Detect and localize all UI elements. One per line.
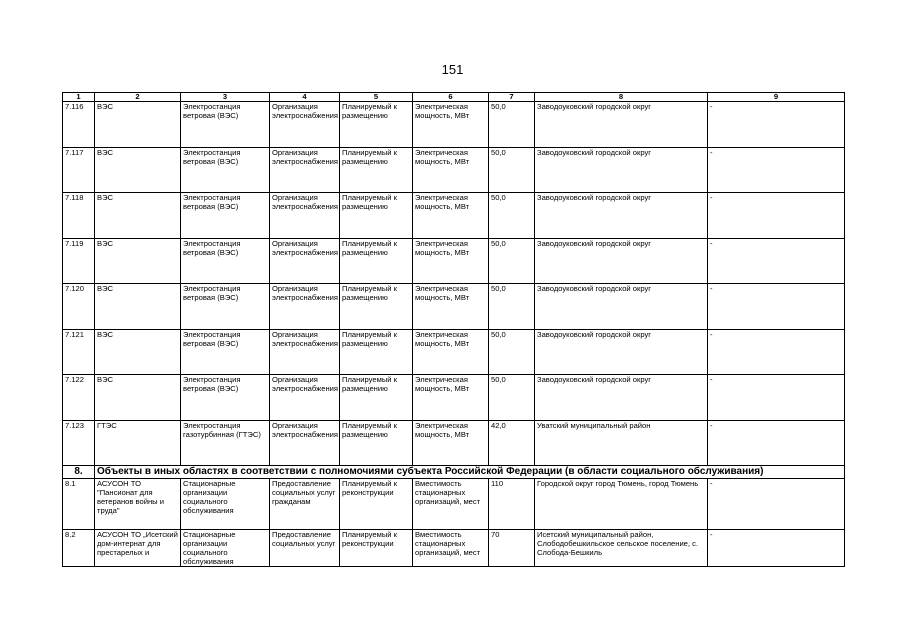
object-abbr: ВЭС [95, 102, 181, 148]
object-zone: - [708, 479, 845, 530]
object-purpose: Организация электроснабжения [270, 102, 340, 148]
object-abbr: АСУСОН ТО "Пансионат для ветеранов войны и труда" [95, 479, 181, 530]
object-purpose: Организация электроснабжения [270, 238, 340, 284]
header-cell: 4 [270, 93, 340, 102]
object-characteristic: Электрическая мощность, МВт [413, 147, 489, 193]
object-value: 50,0 [489, 147, 535, 193]
row-number: 7.119 [63, 238, 95, 284]
object-value: 50,0 [489, 284, 535, 330]
object-characteristic: Электрическая мощность, МВт [413, 284, 489, 330]
object-value: 50,0 [489, 238, 535, 284]
object-location: Заводоуковский городской округ [535, 102, 708, 148]
header-cell: 2 [95, 93, 181, 102]
row-number: 8.2 [63, 530, 95, 567]
object-name: Электростанция ветровая (ВЭС) [181, 329, 270, 375]
object-zone: - [708, 420, 845, 466]
object-status: Планируемый к размещению [340, 102, 413, 148]
object-abbr: ВЭС [95, 329, 181, 375]
object-value: 50,0 [489, 102, 535, 148]
object-name: Электростанция ветровая (ВЭС) [181, 375, 270, 421]
row-number: 7.116 [63, 102, 95, 148]
row-number: 7.117 [63, 147, 95, 193]
row-number: 7.118 [63, 193, 95, 239]
object-status: Планируемый к размещению [340, 284, 413, 330]
object-status: Планируемый к размещению [340, 329, 413, 375]
object-name: Электростанция ветровая (ВЭС) [181, 193, 270, 239]
object-zone: - [708, 193, 845, 239]
objects-table [62, 92, 845, 567]
object-abbr: АСУСОН ТО „Исетский дом-интернат для престарелых и [95, 530, 181, 567]
object-value: 110 [489, 479, 535, 530]
section-row [63, 466, 845, 479]
object-name: Стационарные организации социального обслуживания [181, 530, 270, 567]
object-abbr: ГТЭС [95, 420, 181, 466]
object-characteristic: Вместимость стационарных организаций, мест [413, 479, 489, 530]
object-characteristic: Электрическая мощность, МВт [413, 329, 489, 375]
header-cell: 1 [63, 93, 95, 102]
object-zone: - [708, 329, 845, 375]
object-location: Заводоуковский городской округ [535, 193, 708, 239]
object-purpose: Организация электроснабжения [270, 375, 340, 421]
object-purpose: Организация электроснабжения [270, 284, 340, 330]
object-name: Электростанция ветровая (ВЭС) [181, 147, 270, 193]
object-characteristic: Электрическая мощность, МВт [413, 102, 489, 148]
header-cell: 9 [708, 93, 845, 102]
object-location: Заводоуковский городской округ [535, 284, 708, 330]
object-status: Планируемый к размещению [340, 147, 413, 193]
object-purpose: Предоставление социальных услуг [270, 530, 340, 567]
object-location: Исетский муниципальный район, Слободобешкильское сельское поселение, с. Слобода-Бешкиль [535, 530, 708, 567]
object-value: 42,0 [489, 420, 535, 466]
object-abbr: ВЭС [95, 238, 181, 284]
row-number: 7.121 [63, 329, 95, 375]
object-status: Планируемый к размещению [340, 375, 413, 421]
section-number: 8. [63, 466, 95, 479]
object-name: Стационарные организации социального обслуживания [181, 479, 270, 530]
object-characteristic: Электрическая мощность, МВт [413, 375, 489, 421]
object-abbr: ВЭС [95, 284, 181, 330]
object-location: Заводоуковский городской округ [535, 329, 708, 375]
object-value: 70 [489, 530, 535, 567]
header-cell: 3 [181, 93, 270, 102]
object-purpose: Организация электроснабжения [270, 329, 340, 375]
table-row [63, 420, 845, 466]
object-zone: - [708, 147, 845, 193]
object-location: Заводоуковский городской округ [535, 238, 708, 284]
header-cell: 6 [413, 93, 489, 102]
table-row [63, 375, 845, 421]
object-purpose: Организация электроснабжения [270, 420, 340, 466]
object-zone: - [708, 238, 845, 284]
object-abbr: ВЭС [95, 193, 181, 239]
object-abbr: ВЭС [95, 147, 181, 193]
header-row [63, 93, 845, 102]
object-status: Планируемый к размещению [340, 238, 413, 284]
table-row [63, 193, 845, 239]
object-abbr: ВЭС [95, 375, 181, 421]
object-status: Планируемый к реконструкции [340, 530, 413, 567]
object-characteristic: Электрическая мощность, МВт [413, 420, 489, 466]
object-name: Электростанция ветровая (ВЭС) [181, 284, 270, 330]
object-status: Планируемый к размещению [340, 193, 413, 239]
row-number: 7.120 [63, 284, 95, 330]
header-cell: 7 [489, 93, 535, 102]
object-status: Планируемый к реконструкции [340, 479, 413, 530]
object-characteristic: Электрическая мощность, МВт [413, 238, 489, 284]
object-value: 50,0 [489, 329, 535, 375]
table-row [63, 284, 845, 330]
page-number: 151 [441, 62, 464, 77]
header-cell: 8 [535, 93, 708, 102]
object-status: Планируемый к размещению [340, 420, 413, 466]
object-name: Электростанция ветровая (ВЭС) [181, 238, 270, 284]
object-location: Заводоуковский городской округ [535, 375, 708, 421]
object-name: Электростанция ветровая (ВЭС) [181, 102, 270, 148]
object-purpose: Организация электроснабжения [270, 147, 340, 193]
object-zone: - [708, 530, 845, 567]
object-name: Электростанция газотурбинная (ГТЭС) [181, 420, 270, 466]
row-number: 8.1 [63, 479, 95, 530]
object-location: Городской округ город Тюмень, город Тюмень [535, 479, 708, 530]
object-characteristic: Вместимость стационарных организаций, мест [413, 530, 489, 567]
object-location: Заводоуковский городской округ [535, 147, 708, 193]
table-row [63, 530, 845, 567]
object-value: 50,0 [489, 193, 535, 239]
object-zone: - [708, 284, 845, 330]
table-row [63, 238, 845, 284]
row-number: 7.123 [63, 420, 95, 466]
object-purpose: Организация электроснабжения [270, 193, 340, 239]
row-number: 7.122 [63, 375, 95, 421]
table-row [63, 329, 845, 375]
object-zone: - [708, 102, 845, 148]
object-purpose: Предоставление социальных услуг гражданам [270, 479, 340, 530]
object-location: Уватский муниципальный район [535, 420, 708, 466]
table-row [63, 102, 845, 148]
header-cell: 5 [340, 93, 413, 102]
table-row [63, 147, 845, 193]
object-zone: - [708, 375, 845, 421]
object-value: 50,0 [489, 375, 535, 421]
object-characteristic: Электрическая мощность, МВт [413, 193, 489, 239]
section-title: Объекты в иных областях в соответствии с полномочиями субъекта Российской Федерации (в области социального обслуживания) [95, 466, 845, 479]
table-row [63, 479, 845, 530]
